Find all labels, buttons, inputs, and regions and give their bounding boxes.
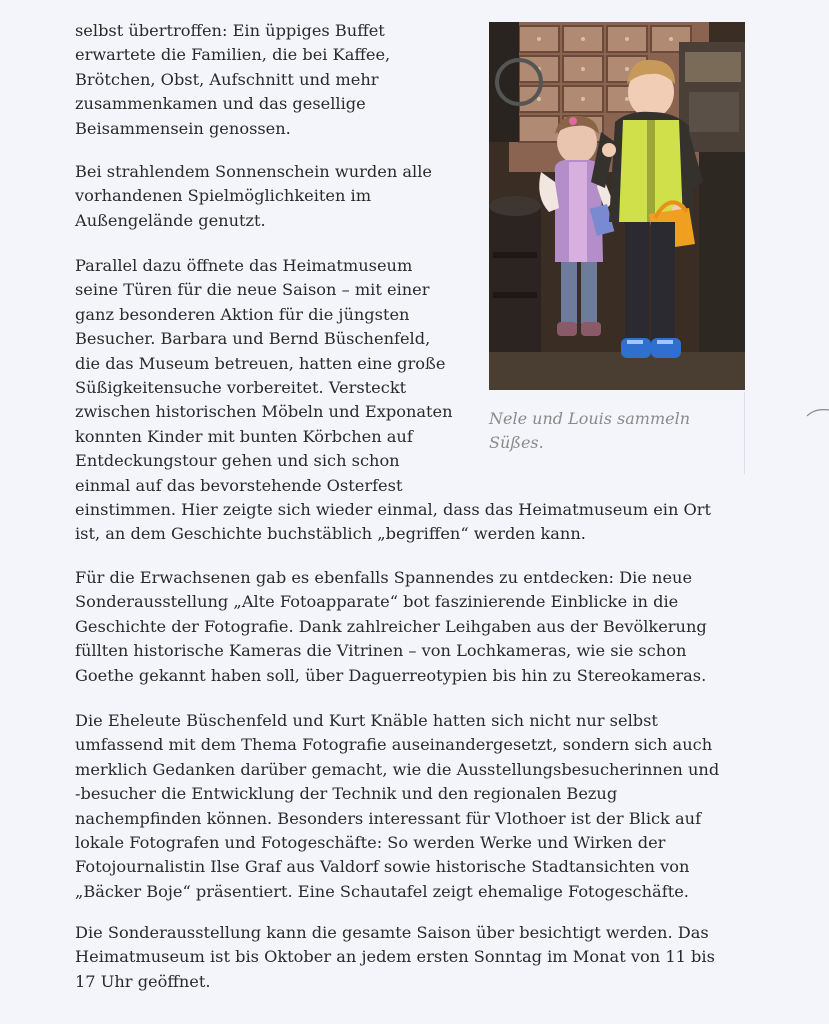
text-line: zusammenkamen und das gesellige [75,94,366,114]
paragraph-2 [75,160,470,233]
text-line: selbst übertroffen: Ein üppiges Buffet [75,21,385,40]
text-line: seine Türen für die neue Saison – mit einer [75,280,430,300]
text-line: Geschichte der Fotografie. Dank zahlreicher Leihgaben aus der Bevölkerung [75,616,707,636]
text-line: Für die Erwachsenen gab es ebenfalls Spannendes zu entdecken: Die neue [75,568,693,587]
paragraph-6 [75,921,755,994]
text-line: Süßigkeitensuche vorbereitet. Versteckt [75,378,407,398]
text-line: nachempfinden können. Besonders interessant für Vlothoer ist der Blick auf [75,808,702,828]
caption-line: Süßes. [489,433,544,452]
text-line: 17 Uhr geöffnet. [75,971,211,991]
text-line: „Bäcker Boje“ präsentiert. Eine Schautafel zeigt ehemalige Fotogeschäfte. [75,881,689,901]
text-line: füllten historische Kameras die Vitrinen – von Lochkameras, wie sie schon [75,641,687,661]
text-line: Brötchen, Obst, Aufschnitt und mehr [75,69,379,89]
photo-illustration [489,22,745,390]
text-line: einmal auf das bevorstehende Osterfest [75,475,403,495]
paragraph-5 [75,709,755,904]
text-line: Entdeckungstour gehen und sich schon [75,451,400,471]
text-line: Bei strahlendem Sonnenschein wurden alle [75,162,432,181]
text-line: vorhandenen Spielmöglichkeiten im [75,186,372,206]
photo-caption [489,407,745,455]
caption-line: Nele und Louis sammeln [489,409,691,428]
text-line: Die Sonderausstellung kann die gesamte Saison über besichtigt werden. Das [75,923,709,942]
text-line: umfassend mit dem Thema Fotografie auseinandergesetzt, sondern sich auch [75,735,713,755]
photo-children-museum [489,22,745,390]
text-line: Beisammensein genossen. [75,118,291,138]
text-line: Besucher. Barbara und Bernd Büschenfeld, [75,329,431,349]
text-line: erwartete die Familien, die bei Kaffee, [75,45,391,65]
text-line: Goethe gekannt haben soll, über Daguerreotypien bis hin zu Stereokameras. [75,665,707,685]
text-line: konnten Kinder mit bunten Körbchen auf [75,426,413,446]
paragraph-1 [75,19,470,141]
text-line: Außengelände genutzt. [75,210,266,230]
text-line: Heimatmuseum ist bis Oktober an jedem ersten Sonntag im Monat von 11 bis [75,947,715,967]
text-line: ist, an dem Geschichte buchstäblich „begriffen“ werden kann. [75,524,586,544]
text-line: Sonderausstellung „Alte Fotoapparate“ bot faszinierende Einblicke in die [75,592,679,612]
text-line: Parallel dazu öffnete das Heimatmuseum [75,256,413,275]
text-line: die das Museum betreuen, hatten eine große [75,353,446,373]
text-line: -besucher die Entwicklung der Technik und den regionalen Bezug [75,784,618,804]
text-line: zwischen historischen Möbeln und Exponaten [75,402,453,422]
text-line: lokale Fotografen und Fotogeschäfte: So werden Werke und Wirken der [75,833,666,853]
text-line: Die Eheleute Büschenfeld und Kurt Knäble hatten sich nicht nur selbst [75,711,658,730]
text-line: Fotojournalistin Ilse Graf aus Valdorf sowie historische Stadtansichten von [75,857,690,877]
scan-edge-mark [805,406,829,420]
text-line: merklich Gedanken darüber gemacht, wie die Ausstellungsbesucherinnen und [75,759,720,779]
text-line: einstimmen. Hier zeigte sich wieder einmal, dass das Heimatmuseum ein Ort [75,500,712,520]
text-line: ganz besonderen Aktion für die jüngsten [75,304,410,324]
paragraph-4 [75,566,755,688]
